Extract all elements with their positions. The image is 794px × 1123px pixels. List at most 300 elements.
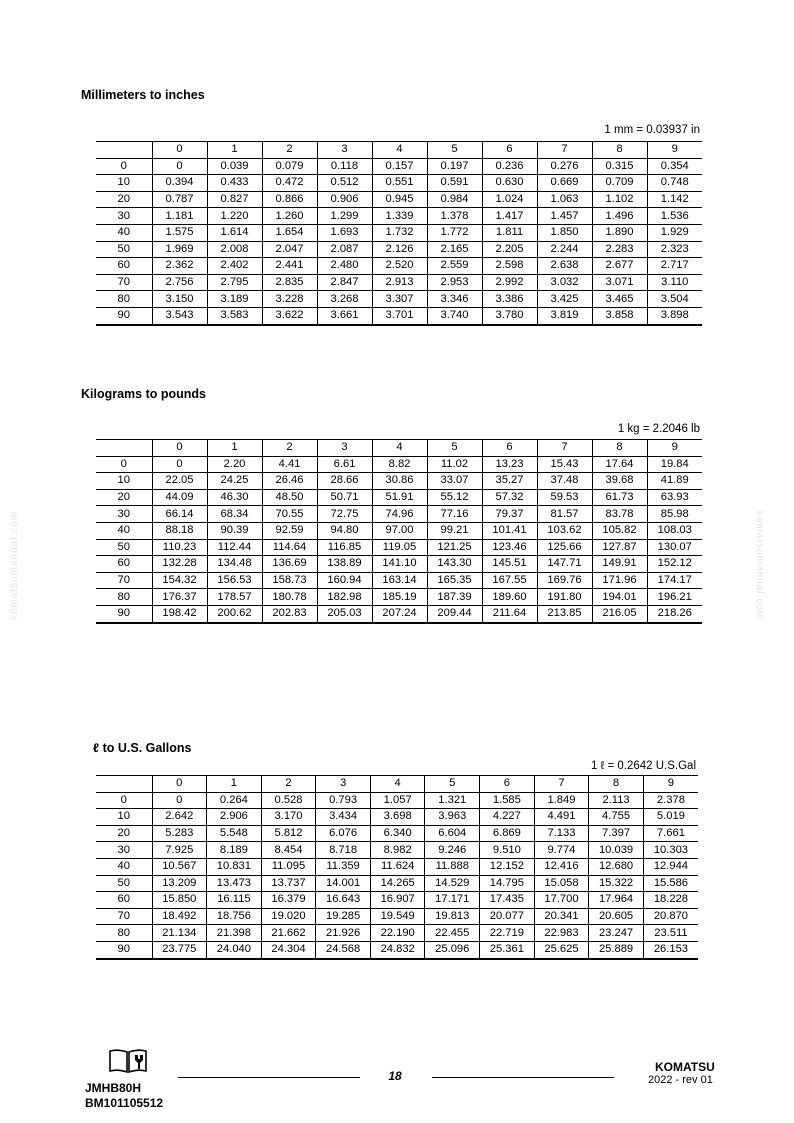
column-header: 2 (261, 776, 316, 793)
table-cell: 2.244 (537, 241, 592, 258)
column-header: 3 (317, 440, 372, 457)
table-cell: 1.732 (372, 224, 427, 241)
row-header: 30 (96, 208, 152, 225)
table-cell: 35.27 (482, 473, 537, 490)
table-cell: 22.190 (370, 925, 425, 942)
table-cell: 11.624 (370, 858, 425, 875)
table-row (96, 892, 698, 909)
table-cell: 125.66 (537, 539, 592, 556)
table-cell: 25.625 (534, 941, 589, 958)
table-cell: 28.66 (317, 473, 372, 490)
table-cell: 2.480 (317, 258, 372, 275)
section-title-l-to-gal: ℓ to U.S. Gallons (93, 741, 192, 755)
table-cell: 1.969 (152, 241, 207, 258)
table-cell: 22.455 (425, 925, 480, 942)
table-cell: 132.28 (152, 556, 207, 573)
row-header: 10 (96, 809, 152, 826)
table-cell: 0.039 (207, 158, 262, 175)
table-cell: 15.058 (534, 875, 589, 892)
table-cell: 3.504 (647, 291, 702, 308)
table-row (96, 809, 698, 826)
table-cell: 123.46 (482, 539, 537, 556)
table-cell: 24.832 (370, 941, 425, 958)
column-header: 5 (427, 142, 482, 159)
table-cell: 105.82 (592, 522, 647, 539)
table-cell: 13.23 (482, 456, 537, 473)
table-cell: 10.831 (207, 858, 262, 875)
table-cell: 24.568 (316, 941, 371, 958)
table-cell: 207.24 (372, 605, 427, 622)
table-cell: 1.339 (372, 208, 427, 225)
table-cell: 13.209 (152, 875, 207, 892)
table-cell: 4.227 (480, 809, 535, 826)
table-cell: 21.662 (261, 925, 316, 942)
table-cell: 23.775 (152, 941, 207, 958)
table-cell: 3.819 (537, 307, 592, 324)
table-cell: 16.115 (207, 892, 262, 909)
table-corner-cell (96, 440, 152, 457)
table-cell: 116.85 (317, 539, 372, 556)
table-cell: 163.14 (372, 572, 427, 589)
table-cell: 11.359 (316, 858, 371, 875)
table-cell: 2.847 (317, 274, 372, 291)
table-cell: 16.379 (261, 892, 316, 909)
table-cell: 1.057 (370, 792, 425, 809)
table-row (96, 224, 702, 241)
table-cell: 12.944 (643, 858, 698, 875)
table-cell: 88.18 (152, 522, 207, 539)
table-cell: 110.23 (152, 539, 207, 556)
table-cell: 2.677 (592, 258, 647, 275)
table-cell: 3.701 (372, 307, 427, 324)
column-header: 5 (427, 440, 482, 457)
table-cell: 136.69 (262, 556, 317, 573)
table-cell: 5.283 (152, 825, 207, 842)
table-cell: 3.071 (592, 274, 647, 291)
table-corner-cell (96, 142, 152, 159)
column-header: 4 (372, 142, 427, 159)
l-to-gal-table (96, 775, 698, 960)
table-cell: 22.05 (152, 473, 207, 490)
row-header: 50 (96, 539, 152, 556)
table-cell: 0.394 (152, 175, 207, 192)
table-cell: 180.78 (262, 589, 317, 606)
revision-label: 2022 - rev 01 (648, 1074, 713, 1086)
table-cell: 189.60 (482, 589, 537, 606)
column-header: 6 (480, 776, 535, 793)
column-header: 8 (592, 142, 647, 159)
table-cell: 16.643 (316, 892, 371, 909)
table-cell: 8.82 (372, 456, 427, 473)
table-cell: 2.598 (482, 258, 537, 275)
table-cell: 17.435 (480, 892, 535, 909)
table-cell: 209.44 (427, 605, 482, 622)
column-header: 2 (262, 440, 317, 457)
table-cell: 1.299 (317, 208, 372, 225)
table-cell: 2.20 (207, 456, 262, 473)
table-cell: 11.02 (427, 456, 482, 473)
table-cell: 156.53 (207, 572, 262, 589)
table-row (96, 291, 702, 308)
table-cell: 0.118 (317, 158, 372, 175)
table-cell: 8.718 (316, 842, 371, 859)
table-cell: 0.906 (317, 191, 372, 208)
table-cell: 22.983 (534, 925, 589, 942)
table-cell: 1.142 (647, 191, 702, 208)
table-cell: 191.80 (537, 589, 592, 606)
table-cell: 1.772 (427, 224, 482, 241)
table-cell: 1.849 (534, 792, 589, 809)
table-cell: 18.492 (152, 908, 207, 925)
table-cell: 205.03 (317, 605, 372, 622)
table-cell: 11.888 (425, 858, 480, 875)
table-cell: 178.57 (207, 589, 262, 606)
table-cell: 3.307 (372, 291, 427, 308)
table-cell: 18.756 (207, 908, 262, 925)
table-cell: 20.605 (589, 908, 644, 925)
table-cell: 19.84 (647, 456, 702, 473)
table-row (96, 241, 702, 258)
table-cell: 1.220 (207, 208, 262, 225)
table-cell: 0.157 (372, 158, 427, 175)
table-cell: 0.787 (152, 191, 207, 208)
table-row (96, 825, 698, 842)
table-row (96, 473, 702, 490)
table-cell: 2.642 (152, 809, 207, 826)
table-cell: 12.152 (480, 858, 535, 875)
table-cell: 2.756 (152, 274, 207, 291)
row-header: 60 (96, 258, 152, 275)
column-header: 2 (262, 142, 317, 159)
table-cell: 0.354 (647, 158, 702, 175)
table-cell: 50.71 (317, 489, 372, 506)
table-cell: 7.397 (589, 825, 644, 842)
table-cell: 1.378 (427, 208, 482, 225)
row-header: 10 (96, 175, 152, 192)
table-cell: 99.21 (427, 522, 482, 539)
table-cell: 130.07 (647, 539, 702, 556)
table-cell: 176.37 (152, 589, 207, 606)
column-header: 1 (207, 440, 262, 457)
table-cell: 1.181 (152, 208, 207, 225)
table-cell: 9.510 (480, 842, 535, 859)
table-row (96, 792, 698, 809)
row-header: 0 (96, 158, 152, 175)
table-cell: 3.465 (592, 291, 647, 308)
table-cell: 0.984 (427, 191, 482, 208)
table-cell: 2.008 (207, 241, 262, 258)
table-cell: 3.032 (537, 274, 592, 291)
table-cell: 1.321 (425, 792, 480, 809)
table-cell: 0.709 (592, 175, 647, 192)
table-cell: 1.850 (537, 224, 592, 241)
table-cell: 20.341 (534, 908, 589, 925)
table-cell: 138.89 (317, 556, 372, 573)
row-header: 30 (96, 506, 152, 523)
table-cell: 92.59 (262, 522, 317, 539)
table-cell: 3.543 (152, 307, 207, 324)
book-wrench-icon (108, 1048, 148, 1074)
table-cell: 2.953 (427, 274, 482, 291)
table-cell: 2.378 (643, 792, 698, 809)
mm-to-inches-table (96, 141, 702, 326)
table-cell: 169.76 (537, 572, 592, 589)
table-cell: 25.096 (425, 941, 480, 958)
table-cell: 10.567 (152, 858, 207, 875)
table-cell: 154.32 (152, 572, 207, 589)
table-header-row (96, 776, 698, 793)
row-header: 60 (96, 892, 152, 909)
table-cell: 5.548 (207, 825, 262, 842)
table-cell: 94.80 (317, 522, 372, 539)
table-cell: 33.07 (427, 473, 482, 490)
table-row (96, 522, 702, 539)
column-header: 1 (207, 142, 262, 159)
table-cell: 63.93 (647, 489, 702, 506)
column-header: 0 (152, 776, 207, 793)
table-cell: 15.850 (152, 892, 207, 909)
table-cell: 2.047 (262, 241, 317, 258)
table-cell: 127.87 (592, 539, 647, 556)
table-row (96, 158, 702, 175)
table-cell: 20.870 (643, 908, 698, 925)
column-header: 4 (370, 776, 425, 793)
table-cell: 0.512 (317, 175, 372, 192)
table-cell: 48.50 (262, 489, 317, 506)
table-cell: 3.425 (537, 291, 592, 308)
table-cell: 2.717 (647, 258, 702, 275)
row-header: 80 (96, 589, 152, 606)
table-cell: 90.39 (207, 522, 262, 539)
table-row (96, 274, 702, 291)
table-cell: 1.260 (262, 208, 317, 225)
table-cell: 8.982 (370, 842, 425, 859)
table-cell: 2.113 (589, 792, 644, 809)
table-cell: 57.32 (482, 489, 537, 506)
table-header-row (96, 440, 702, 457)
table-cell: 1.575 (152, 224, 207, 241)
table-cell: 4.755 (589, 809, 644, 826)
table-cell: 165.35 (427, 572, 482, 589)
table-cell: 3.189 (207, 291, 262, 308)
row-header: 60 (96, 556, 152, 573)
table-cell: 8.189 (207, 842, 262, 859)
row-header: 40 (96, 858, 152, 875)
table-cell: 23.511 (643, 925, 698, 942)
table-cell: 15.43 (537, 456, 592, 473)
table-cell: 14.265 (370, 875, 425, 892)
table-cell: 24.25 (207, 473, 262, 490)
table-row (96, 589, 702, 606)
table-cell: 3.963 (425, 809, 480, 826)
table-cell: 79.37 (482, 506, 537, 523)
table-cell: 216.05 (592, 605, 647, 622)
row-header: 30 (96, 842, 152, 859)
table-cell: 141.10 (372, 556, 427, 573)
section-title-kg-to-lb: Kilograms to pounds (81, 387, 206, 401)
table-cell: 182.98 (317, 589, 372, 606)
table-cell: 21.926 (316, 925, 371, 942)
table-row (96, 842, 698, 859)
table-cell: 44.09 (152, 489, 207, 506)
table-cell: 0.236 (482, 158, 537, 175)
table-cell: 3.386 (482, 291, 537, 308)
table-row (96, 539, 702, 556)
footer-doc-code: BM101105512 (85, 1096, 164, 1110)
row-header: 50 (96, 241, 152, 258)
page-number: 18 (388, 1069, 402, 1083)
table-cell: 0.866 (262, 191, 317, 208)
brand-name: KOMATSU (655, 1060, 715, 1074)
table-cell: 2.906 (207, 809, 262, 826)
table-cell: 1.024 (482, 191, 537, 208)
table-cell: 3.661 (317, 307, 372, 324)
table-cell: 4.41 (262, 456, 317, 473)
table-cell: 61.73 (592, 489, 647, 506)
table-cell: 9.774 (534, 842, 589, 859)
table-cell: 17.171 (425, 892, 480, 909)
table-cell: 26.46 (262, 473, 317, 490)
table-cell: 14.795 (480, 875, 535, 892)
table-cell: 2.323 (647, 241, 702, 258)
conversion-note-mm: 1 mm = 0.03937 in (604, 124, 700, 136)
table-cell: 3.346 (427, 291, 482, 308)
table-cell: 15.586 (643, 875, 698, 892)
row-header: 90 (96, 605, 152, 622)
table-cell: 3.698 (370, 809, 425, 826)
watermark-left: komatsumanual.com (9, 510, 21, 621)
table-cell: 1.102 (592, 191, 647, 208)
table-cell: 2.205 (482, 241, 537, 258)
table-cell: 55.12 (427, 489, 482, 506)
table-cell: 13.737 (261, 875, 316, 892)
table-cell: 0.551 (372, 175, 427, 192)
table-cell: 2.835 (262, 274, 317, 291)
table-cell: 66.14 (152, 506, 207, 523)
row-header: 40 (96, 522, 152, 539)
table-cell: 6.869 (480, 825, 535, 842)
table-row (96, 556, 702, 573)
table-row (96, 456, 702, 473)
table-cell: 149.91 (592, 556, 647, 573)
table-row (96, 925, 698, 942)
table-cell: 20.077 (480, 908, 535, 925)
table-cell: 196.21 (647, 589, 702, 606)
table-cell: 3.170 (261, 809, 316, 826)
table-cell: 23.247 (589, 925, 644, 942)
table-cell: 72.75 (317, 506, 372, 523)
table-cell: 14.529 (425, 875, 480, 892)
row-header: 50 (96, 875, 152, 892)
table-cell: 70.55 (262, 506, 317, 523)
table-cell: 2.520 (372, 258, 427, 275)
table-row (96, 175, 702, 192)
table-cell: 0.793 (316, 792, 371, 809)
table-row (96, 258, 702, 275)
row-header: 40 (96, 224, 152, 241)
table-cell: 2.992 (482, 274, 537, 291)
table-cell: 1.496 (592, 208, 647, 225)
table-row (96, 605, 702, 622)
table-cell: 0.433 (207, 175, 262, 192)
footer-rule-right (432, 1077, 614, 1078)
table-cell: 30.86 (372, 473, 427, 490)
table-cell: 5.019 (643, 809, 698, 826)
table-cell: 3.740 (427, 307, 482, 324)
table-row (96, 489, 702, 506)
table-cell: 12.680 (589, 858, 644, 875)
table-cell: 3.268 (317, 291, 372, 308)
row-header: 10 (96, 473, 152, 490)
table-cell: 7.661 (643, 825, 698, 842)
table-cell: 0.591 (427, 175, 482, 192)
table-row (96, 191, 702, 208)
table-cell: 17.64 (592, 456, 647, 473)
table-cell: 8.454 (261, 842, 316, 859)
table-cell: 3.434 (316, 809, 371, 826)
table-cell: 1.417 (482, 208, 537, 225)
column-header: 9 (643, 776, 698, 793)
row-header: 90 (96, 941, 152, 958)
table-cell: 83.78 (592, 506, 647, 523)
row-header: 70 (96, 572, 152, 589)
table-cell: 211.64 (482, 605, 537, 622)
table-cell: 59.53 (537, 489, 592, 506)
table-cell: 26.153 (643, 941, 698, 958)
table-cell: 19.813 (425, 908, 480, 925)
table-header-row (96, 142, 702, 159)
row-header: 70 (96, 908, 152, 925)
table-cell: 3.110 (647, 274, 702, 291)
table-cell: 101.41 (482, 522, 537, 539)
table-cell: 0.945 (372, 191, 427, 208)
table-cell: 3.150 (152, 291, 207, 308)
table-cell: 10.039 (589, 842, 644, 859)
table-cell: 1.654 (262, 224, 317, 241)
table-cell: 1.693 (317, 224, 372, 241)
conversion-note-l: 1 ℓ = 0.2642 U.S.Gal (590, 760, 696, 772)
table-cell: 41.89 (647, 473, 702, 490)
column-header: 8 (589, 776, 644, 793)
table-cell: 22.719 (480, 925, 535, 942)
table-cell: 1.585 (480, 792, 535, 809)
table-cell: 51.91 (372, 489, 427, 506)
table-cell: 218.26 (647, 605, 702, 622)
table-cell: 0 (152, 456, 207, 473)
table-cell: 187.39 (427, 589, 482, 606)
table-cell: 2.362 (152, 258, 207, 275)
table-cell: 147.71 (537, 556, 592, 573)
table-cell: 12.416 (534, 858, 589, 875)
table-cell: 39.68 (592, 473, 647, 490)
table-cell: 21.134 (152, 925, 207, 942)
table-cell: 77.16 (427, 506, 482, 523)
table-cell: 1.457 (537, 208, 592, 225)
table-cell: 1.614 (207, 224, 262, 241)
table-row (96, 307, 702, 324)
row-header: 80 (96, 925, 152, 942)
table-cell: 3.780 (482, 307, 537, 324)
table-row (96, 908, 698, 925)
table-cell: 13.473 (207, 875, 262, 892)
table-cell: 17.964 (589, 892, 644, 909)
table-cell: 1.890 (592, 224, 647, 241)
conversion-note-kg: 1 kg = 2.2046 lb (617, 423, 700, 435)
column-header: 3 (316, 776, 371, 793)
column-header: 9 (647, 440, 702, 457)
table-cell: 0.528 (261, 792, 316, 809)
table-cell: 0.827 (207, 191, 262, 208)
